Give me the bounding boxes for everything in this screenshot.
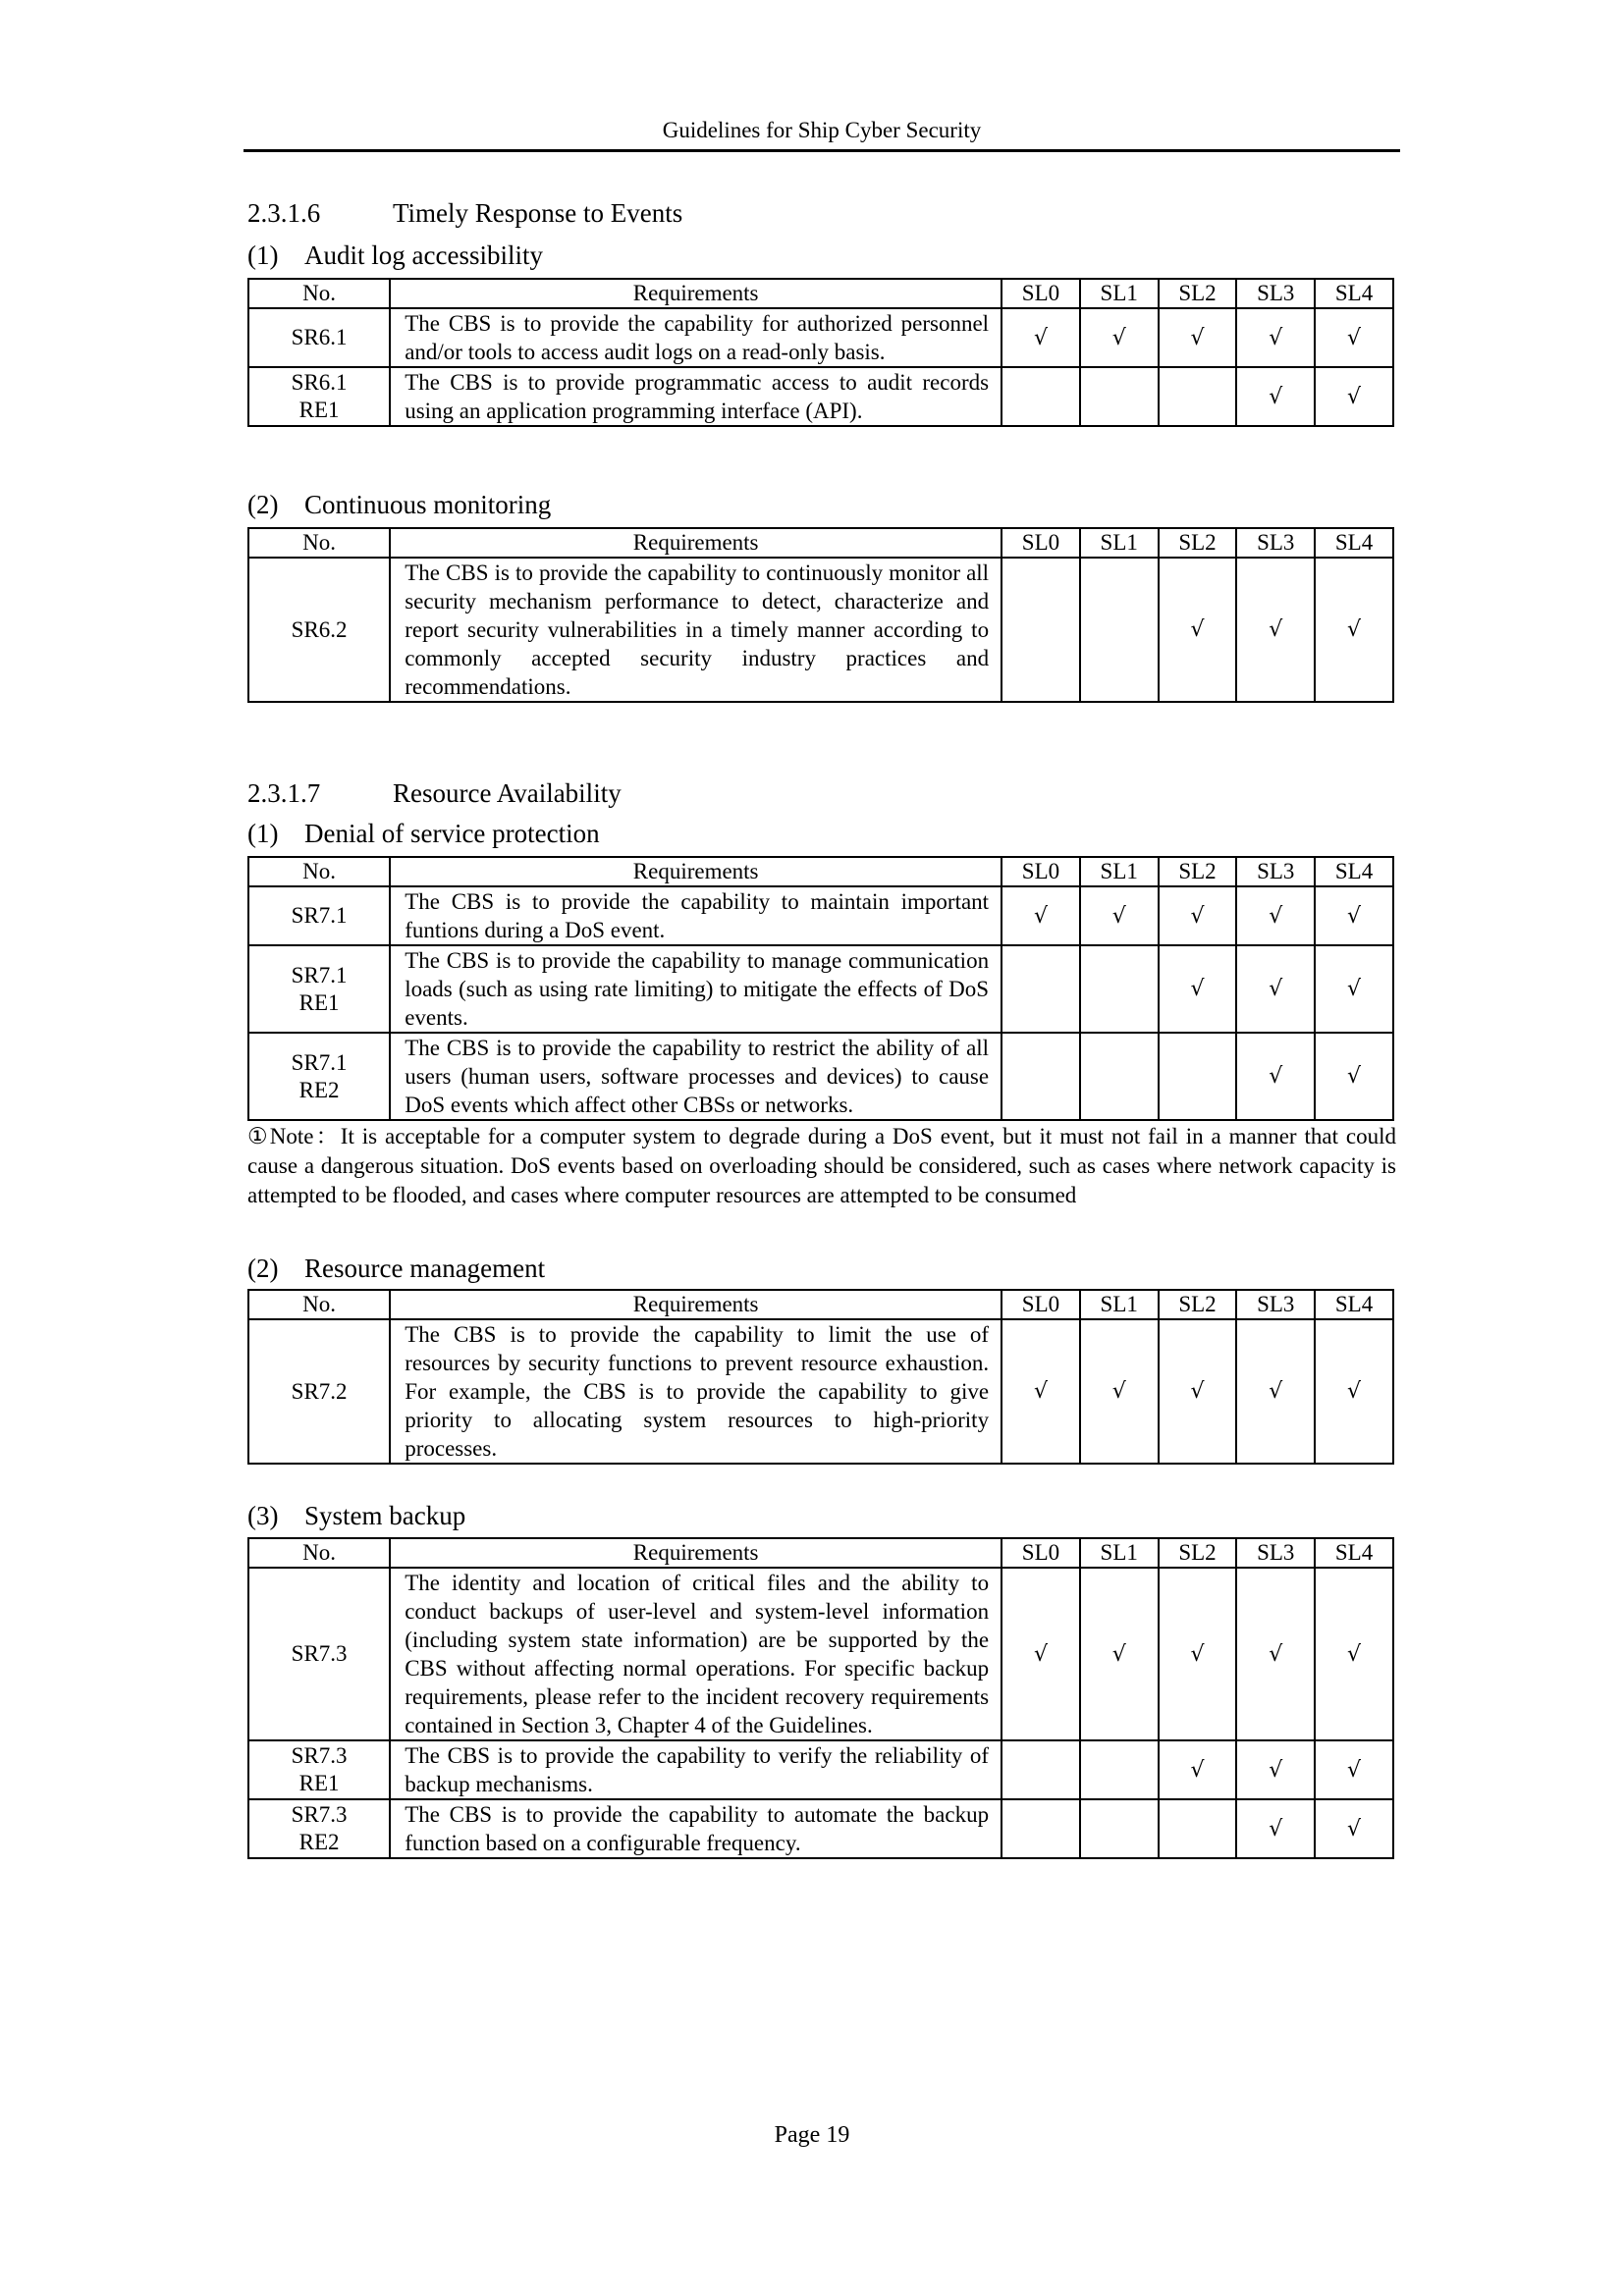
table-row [248, 886, 1393, 945]
check-mark: √ [1111, 1641, 1126, 1667]
requirement-id-part: SR6.1 [291, 325, 348, 349]
requirement-text: The CBS is to provide the capability to verify the reliability of backup mechanisms. [390, 1740, 1001, 1799]
subsection-heading [247, 1499, 465, 1532]
table-row [248, 1799, 1393, 1858]
check-mark: √ [1347, 977, 1362, 1001]
sl4-cell [1315, 1033, 1393, 1120]
requirement-id [248, 1799, 390, 1858]
col-header-sl2: SL2 [1159, 1290, 1237, 1319]
col-header-no: No. [248, 528, 390, 558]
col-header-sl2: SL2 [1159, 528, 1237, 558]
subsection-number: (1) [247, 819, 279, 848]
requirement-id-part: RE1 [298, 989, 340, 1015]
requirement-text: The CBS is to provide the capability to manage communication loads (such as using rate limiting) to mitigate the effects of DoS events. [390, 945, 1001, 1033]
page-number: Page 19 [774, 2122, 850, 2148]
col-header-requirements: Requirements [390, 1290, 1001, 1319]
col-header-sl1: SL1 [1080, 857, 1159, 886]
check-mark: √ [1269, 1064, 1283, 1089]
table-row [248, 558, 1393, 702]
requirement-id-part: RE1 [298, 1771, 340, 1795]
table-row [248, 945, 1393, 1033]
check-mark: √ [1347, 325, 1362, 350]
section-title: Resource Availability [393, 778, 622, 808]
col-header-requirements: Requirements [390, 528, 1001, 558]
sl0-cell [1001, 558, 1080, 702]
col-header-sl1: SL1 [1080, 279, 1159, 308]
table-row [248, 1740, 1393, 1799]
sl1-cell [1080, 1319, 1159, 1464]
sl0-cell [1001, 886, 1080, 945]
sl0-cell [1001, 945, 1080, 1033]
col-header-no: No. [248, 279, 390, 308]
col-header-no: No. [248, 1538, 390, 1568]
sl1-cell [1080, 558, 1159, 702]
table-header-row [248, 279, 1393, 308]
requirement-text: The CBS is to provide programmatic access to audit records using an application programming interface (API). [390, 367, 1001, 426]
requirement-id-part: RE1 [298, 398, 340, 422]
running-header: Guidelines for Ship Cyber Security [244, 116, 1400, 152]
sl4-cell [1315, 1740, 1393, 1799]
requirement-text: The CBS is to provide the capability to restrict the ability of all users (human users, software processes and devices) to cause DoS events which affect other CBSs or networks. [390, 1033, 1001, 1120]
check-mark: √ [1269, 1816, 1283, 1842]
requirement-text: The CBS is to provide the capability to continuously monitor all security mechanism performance to detect, characterize and report security vulnerabilities in a timely manner according to commonly accepted security industry practices and recommendations. [390, 558, 1001, 702]
check-mark: √ [1347, 1757, 1362, 1783]
table-header-row [248, 857, 1393, 886]
requirement-id-part: SR7.3 [291, 1743, 348, 1768]
requirement-id [248, 1568, 390, 1740]
sl3-cell [1236, 886, 1315, 945]
requirement-id-part: SR6.1 [291, 370, 348, 395]
col-header-sl3: SL3 [1236, 528, 1315, 558]
sl2-cell [1159, 945, 1237, 1033]
section-number: 2.3.1.7 [247, 778, 321, 808]
sl4-cell [1315, 945, 1393, 1033]
col-header-no: No. [248, 1290, 390, 1319]
requirement-text: The CBS is to provide the capability to limit the use of resources by security functions to prevent resource exhaustion. For example, the CBS is to provide the capability to give priority to allocating system resources to high-priority processes. [390, 1319, 1001, 1464]
section-title: Timely Response to Events [393, 198, 683, 228]
check-mark: √ [1190, 1757, 1205, 1783]
subsection-title: System backup [304, 1501, 466, 1530]
sl0-cell [1001, 1740, 1080, 1799]
section-heading [247, 196, 682, 230]
col-header-sl0: SL0 [1001, 528, 1080, 558]
sl2-cell [1159, 1799, 1237, 1858]
col-header-sl3: SL3 [1236, 1538, 1315, 1568]
col-header-sl1: SL1 [1080, 1290, 1159, 1319]
check-mark: √ [1269, 617, 1283, 642]
subsection-heading [247, 488, 551, 521]
check-mark: √ [1347, 1641, 1362, 1667]
sl4-cell [1315, 1799, 1393, 1858]
sl3-cell [1236, 945, 1315, 1033]
requirement-id [248, 1319, 390, 1464]
subsection-heading [247, 239, 543, 272]
check-mark: √ [1033, 903, 1048, 929]
subsection-heading [247, 817, 600, 850]
col-header-sl3: SL3 [1236, 279, 1315, 308]
check-mark: √ [1190, 1641, 1205, 1667]
requirement-id-part: RE2 [298, 1830, 340, 1854]
sl0-cell [1001, 1033, 1080, 1120]
requirement-id-part: SR7.2 [291, 1378, 348, 1404]
subsection-title: Audit log accessibility [304, 240, 543, 270]
note-paragraph: ①Note：It is acceptable for a computer system to degrade during a DoS event, but it must not fail in a manner that could cause a dangerous situation. DoS events based on overloading should be considered, such as cases where network capacity is attempted to be flooded, and cases where computer resources are attempted to be consumed [247, 1124, 1396, 1207]
sl2-cell [1159, 308, 1237, 367]
check-mark: √ [1269, 1379, 1283, 1404]
check-mark: √ [1033, 1641, 1048, 1667]
sl0-cell [1001, 308, 1080, 367]
sl3-cell [1236, 308, 1315, 367]
requirement-text: The CBS is to provide the capability to automate the backup function based on a configurable frequency. [390, 1799, 1001, 1858]
col-header-sl3: SL3 [1236, 1290, 1315, 1319]
table-row [248, 1033, 1393, 1120]
check-mark: √ [1269, 1641, 1283, 1667]
col-header-requirements: Requirements [390, 1538, 1001, 1568]
subsection-heading [247, 1252, 545, 1285]
check-mark: √ [1111, 325, 1126, 350]
col-header-sl4: SL4 [1315, 528, 1393, 558]
requirement-id [248, 1740, 390, 1799]
table-row [248, 367, 1393, 426]
sl0-cell [1001, 1799, 1080, 1858]
sl2-cell [1159, 558, 1237, 702]
col-header-sl1: SL1 [1080, 1538, 1159, 1568]
requirements-table [247, 527, 1394, 703]
sl0-cell [1001, 1319, 1080, 1464]
table-row [248, 1319, 1393, 1464]
check-mark: √ [1190, 325, 1205, 350]
requirement-id [248, 886, 390, 945]
col-header-sl4: SL4 [1315, 1538, 1393, 1568]
col-header-sl3: SL3 [1236, 857, 1315, 886]
section-heading [247, 776, 622, 810]
sl4-cell [1315, 558, 1393, 702]
sl3-cell [1236, 558, 1315, 702]
requirement-id [248, 308, 390, 367]
check-mark: √ [1033, 1379, 1048, 1404]
requirement-id-part: SR7.1 [291, 903, 348, 928]
sl2-cell [1159, 1033, 1237, 1120]
check-mark: √ [1269, 903, 1283, 929]
sl3-cell [1236, 1319, 1315, 1464]
requirements-table [247, 1537, 1394, 1859]
sl3-cell [1236, 1568, 1315, 1740]
sl1-cell [1080, 1033, 1159, 1120]
col-header-sl4: SL4 [1315, 857, 1393, 886]
requirement-id-part: SR7.1 [291, 962, 348, 988]
requirement-id [248, 367, 390, 426]
col-header-requirements: Requirements [390, 857, 1001, 886]
check-mark: √ [1347, 1379, 1362, 1404]
requirement-id-part: RE2 [298, 1077, 340, 1102]
sl1-cell [1080, 1740, 1159, 1799]
sl2-cell [1159, 1568, 1237, 1740]
sl1-cell [1080, 886, 1159, 945]
sl3-cell [1236, 1799, 1315, 1858]
col-header-sl0: SL0 [1001, 1538, 1080, 1568]
check-mark: √ [1033, 325, 1048, 350]
requirement-id-part: SR7.3 [291, 1641, 348, 1666]
requirement-id-part: SR7.1 [291, 1049, 348, 1075]
requirements-table [247, 1289, 1394, 1465]
check-mark: √ [1347, 617, 1362, 642]
check-mark: √ [1190, 1379, 1205, 1404]
col-header-no: No. [248, 857, 390, 886]
subsection-title: Continuous monitoring [304, 490, 552, 519]
requirement-id-part: SR7.3 [291, 1802, 348, 1827]
check-mark: √ [1190, 903, 1205, 929]
requirement-id [248, 1033, 390, 1120]
table-header-row [248, 528, 1393, 558]
sl2-cell [1159, 1740, 1237, 1799]
check-mark: √ [1269, 325, 1283, 350]
requirement-id-part: SR6.2 [291, 616, 348, 642]
subsection-number: (1) [247, 240, 279, 270]
sl2-cell [1159, 367, 1237, 426]
subsection-title: Denial of service protection [304, 819, 600, 848]
col-header-sl1: SL1 [1080, 528, 1159, 558]
requirements-table [247, 278, 1394, 427]
subsection-number: (3) [247, 1501, 279, 1530]
col-header-sl2: SL2 [1159, 1538, 1237, 1568]
requirement-text: The identity and location of critical files and the ability to conduct backups of user-level and system-level information (including system state information) are be supported by the CBS without affecting normal operations. For specific backup requirements, please refer to the incident recovery requirements contained in Section 3, Chapter 4 of the Guidelines. [390, 1568, 1001, 1740]
section-number: 2.3.1.6 [247, 198, 321, 228]
subsection-title: Resource management [304, 1254, 546, 1283]
requirement-text: The CBS is to provide the capability for authorized personnel and/or tools to access audit logs on a read-only basis. [390, 308, 1001, 367]
sl1-cell [1080, 1568, 1159, 1740]
subsection-number: (2) [247, 1254, 279, 1283]
sl4-cell [1315, 1319, 1393, 1464]
requirement-text: The CBS is to provide the capability to maintain important funtions during a DoS event. [390, 886, 1001, 945]
sl2-cell [1159, 1319, 1237, 1464]
requirements-table [247, 856, 1394, 1121]
sl4-cell [1315, 308, 1393, 367]
check-mark: √ [1347, 1816, 1362, 1842]
sl1-cell [1080, 367, 1159, 426]
check-mark: √ [1111, 1379, 1126, 1404]
col-header-sl4: SL4 [1315, 1290, 1393, 1319]
check-mark: √ [1190, 977, 1205, 1001]
table-row [248, 308, 1393, 367]
requirement-id [248, 558, 390, 702]
table-row [248, 1568, 1393, 1740]
table-header-row [248, 1290, 1393, 1319]
col-header-sl2: SL2 [1159, 857, 1237, 886]
sl3-cell [1236, 367, 1315, 426]
sl1-cell [1080, 945, 1159, 1033]
col-header-sl0: SL0 [1001, 1290, 1080, 1319]
table-header-row [248, 1538, 1393, 1568]
col-header-sl0: SL0 [1001, 857, 1080, 886]
col-header-sl2: SL2 [1159, 279, 1237, 308]
check-mark: √ [1347, 903, 1362, 929]
col-header-sl0: SL0 [1001, 279, 1080, 308]
sl2-cell [1159, 886, 1237, 945]
sl0-cell [1001, 367, 1080, 426]
sl3-cell [1236, 1033, 1315, 1120]
col-header-requirements: Requirements [390, 279, 1001, 308]
check-mark: √ [1269, 1757, 1283, 1783]
sl1-cell [1080, 308, 1159, 367]
check-mark: √ [1111, 903, 1126, 929]
sl4-cell [1315, 1568, 1393, 1740]
check-mark: √ [1269, 977, 1283, 1001]
sl4-cell [1315, 367, 1393, 426]
check-mark: √ [1347, 1064, 1362, 1089]
check-mark: √ [1190, 617, 1205, 642]
check-mark: √ [1347, 384, 1362, 409]
sl0-cell [1001, 1568, 1080, 1740]
sl3-cell [1236, 1740, 1315, 1799]
sl4-cell [1315, 886, 1393, 945]
col-header-sl4: SL4 [1315, 279, 1393, 308]
check-mark: √ [1269, 384, 1283, 409]
sl1-cell [1080, 1799, 1159, 1858]
requirement-id [248, 945, 390, 1033]
subsection-number: (2) [247, 490, 279, 519]
